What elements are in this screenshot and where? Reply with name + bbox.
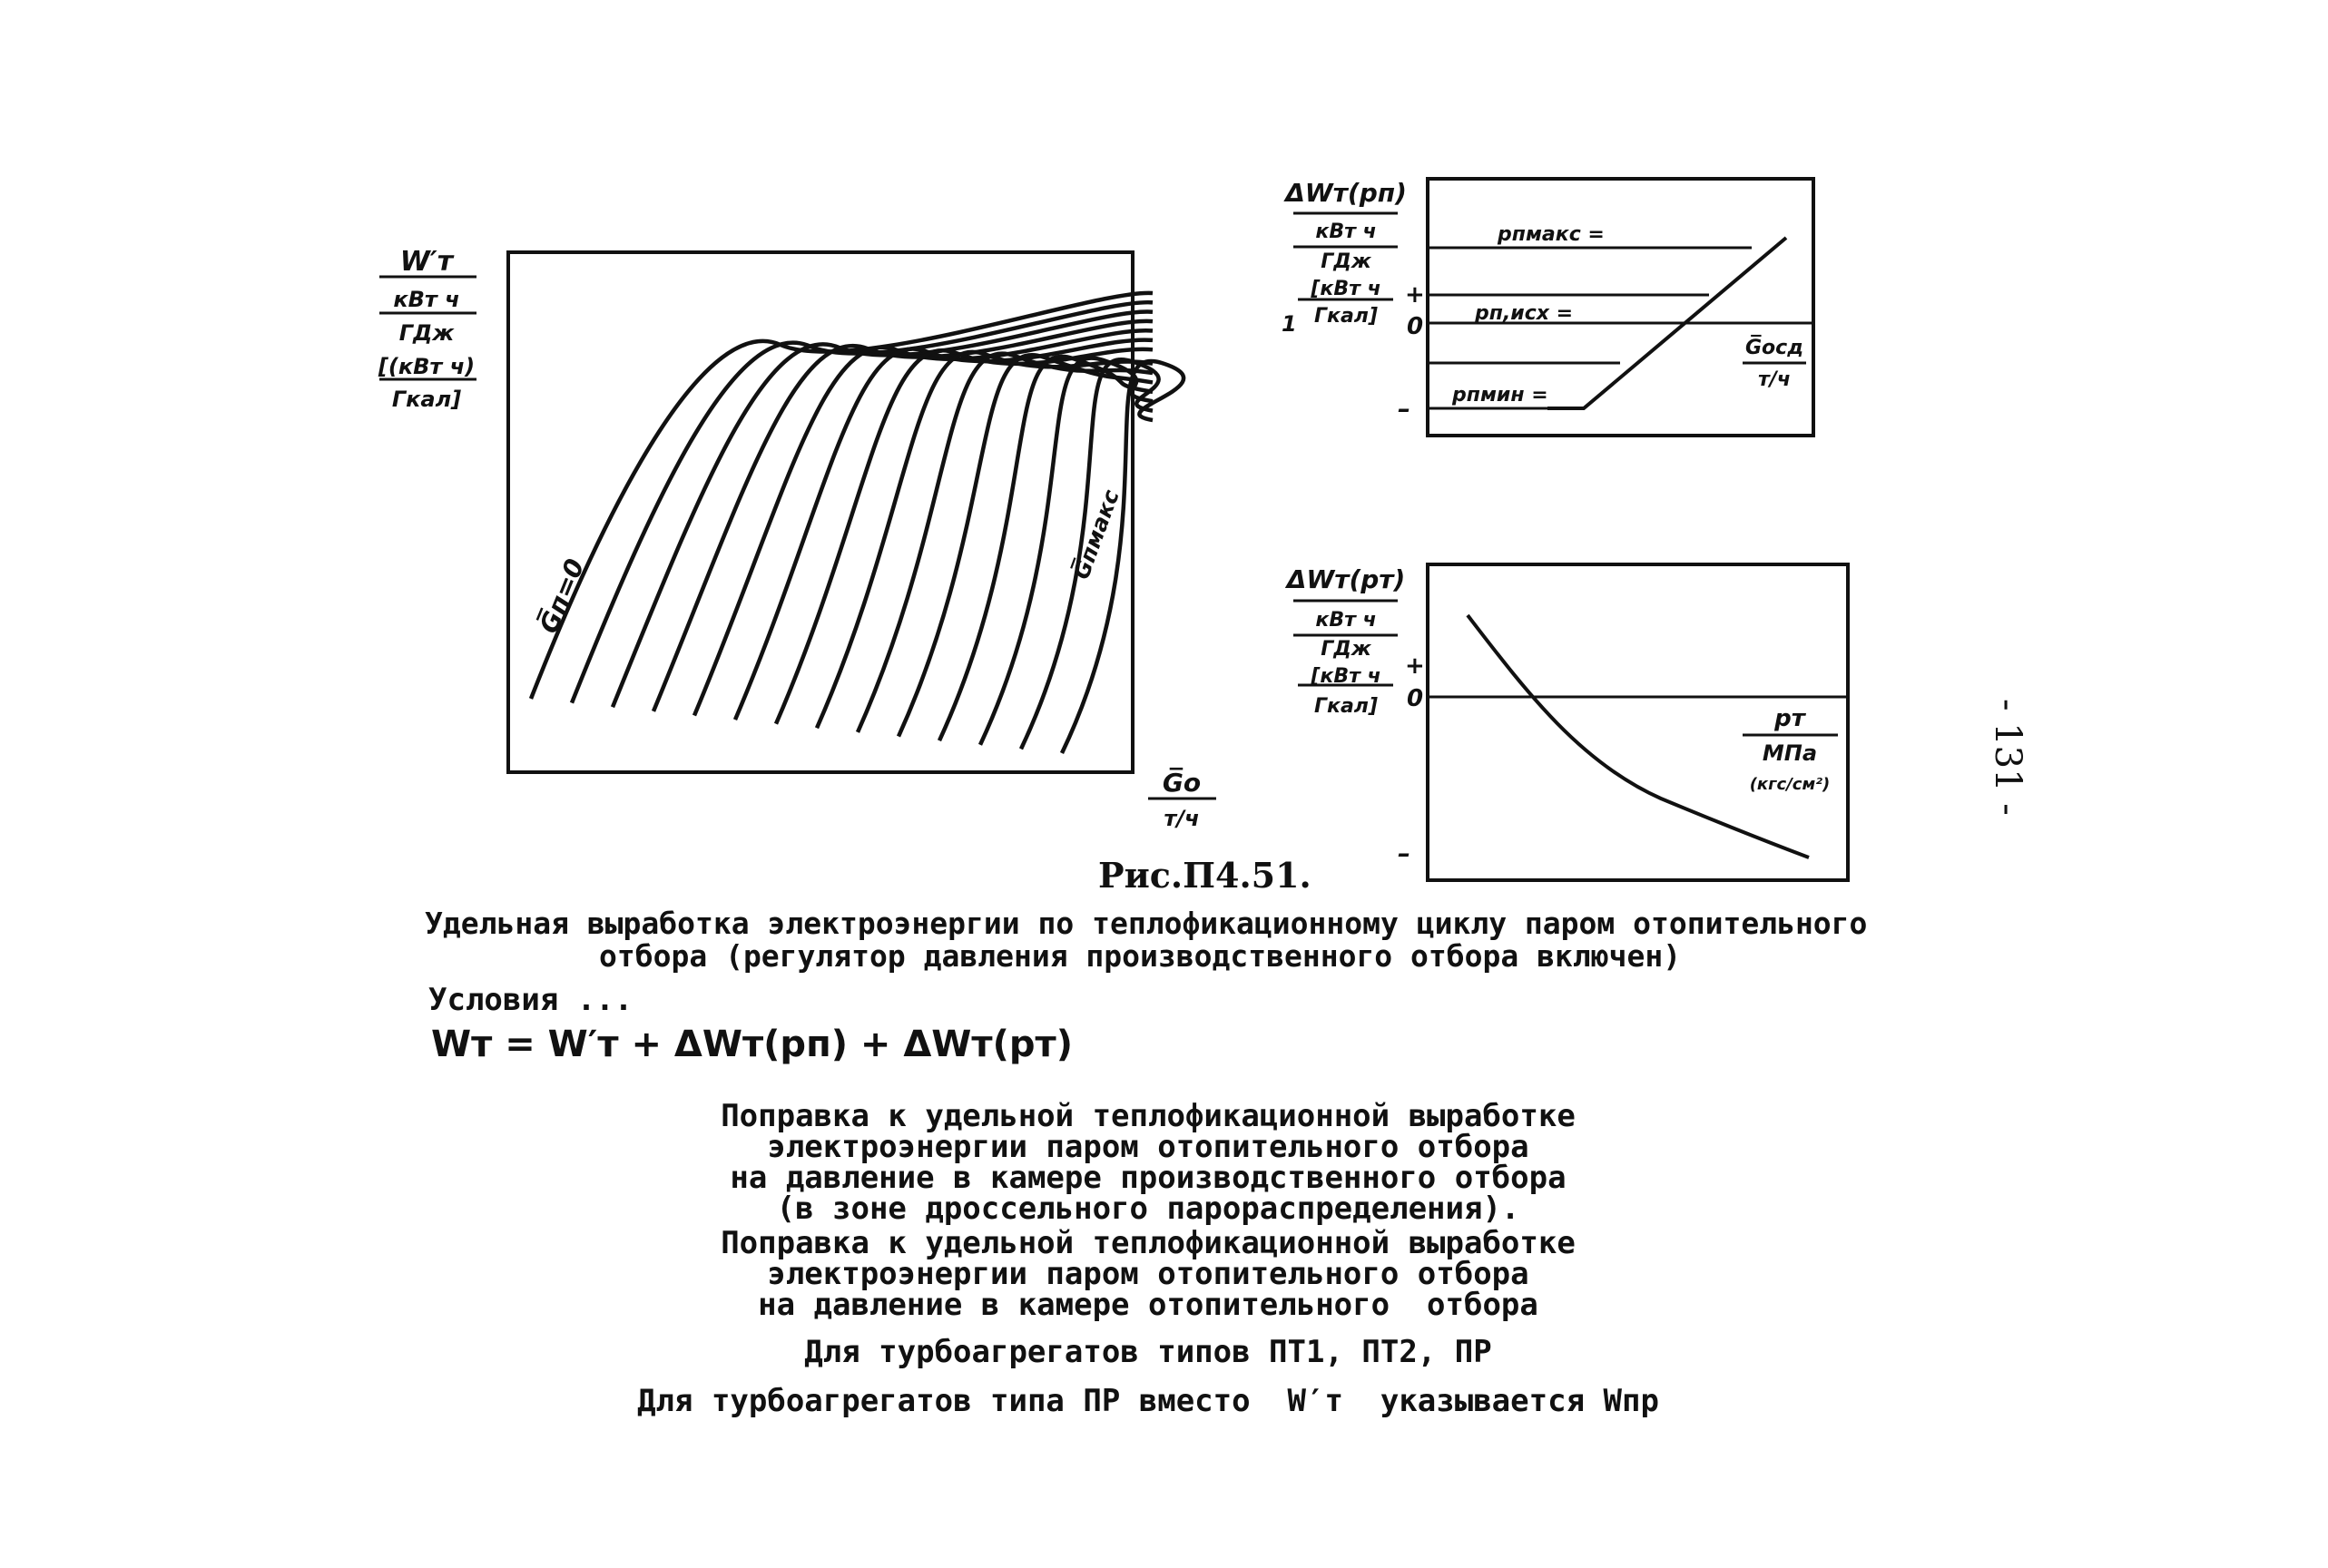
chart2-x-label-1: G̅осд — [1745, 337, 1803, 359]
chart1-y-label-4: [(кВт ч) — [378, 354, 476, 379]
page-number: - 131 - — [1987, 699, 2028, 816]
chart2-y-label-4: [кВт ч — [1311, 278, 1381, 300]
note2-line-2: электроэнергии паром отопительного отбора — [767, 1256, 1529, 1292]
chart3-x-label-1: pт — [1774, 705, 1805, 732]
chart1-y-label-3: ГДж — [398, 320, 455, 346]
chart1-y-label-5: Гкал] — [391, 387, 462, 412]
chart2-label-pisx: pп,исх = — [1475, 302, 1574, 325]
chart2-y-label-5: Гкал] — [1314, 305, 1378, 328]
caption-title-line-2: отбора (регулятор давления производственного отбора включен) — [599, 938, 1682, 974]
formula: Wт = W′т + ΔWт(pп) + ΔWт(pт) — [431, 1024, 1073, 1065]
chart1-x-label-2: т/ч — [1164, 806, 1200, 831]
types-line: Для турбоагрегатов типов ПТ1, ПТ2, ПР — [804, 1334, 1492, 1370]
note2-line-3: на давление в камере отопительного отбора — [758, 1287, 1538, 1323]
chart1-curve-label-last: G̅пмакс — [1068, 486, 1125, 583]
figure-label: Рис.П4.51. — [1098, 855, 1311, 896]
note1-line-3: на давление в камере производственного отбора — [730, 1160, 1567, 1196]
note1-line-2: электроэнергии паром отопительного отбора — [767, 1129, 1529, 1165]
chart2-y-label-2: кВт ч — [1315, 220, 1377, 243]
note1-line-1: Поправка к удельной теплофикационной выработке — [721, 1098, 1576, 1134]
chart2-plus: + — [1405, 281, 1425, 309]
chart2-x-label-2: т/ч — [1758, 368, 1791, 391]
chart1-y-label-1: W′т — [399, 246, 454, 278]
chart2-y-label-1: ΔWт(pп) — [1285, 178, 1407, 208]
chart1-curve-9 — [858, 354, 1153, 732]
chart1-y-label-2: кВт ч — [393, 287, 460, 312]
chart3-y-label-5: Гкал] — [1314, 695, 1378, 718]
conditions-text: Условия ... — [428, 982, 634, 1018]
chart3-x-label-2: МПа — [1762, 740, 1818, 766]
note1-line-4: (в зоне дроссельного парораспределения). — [776, 1191, 1520, 1227]
chart3-minus: – — [1398, 838, 1410, 868]
chart3-zero: 0 — [1407, 685, 1424, 712]
chart3-plus: + — [1405, 652, 1425, 680]
caption-title-line-1: Удельная выработка электроэнергии по теплофикационному циклу паром отопительного — [425, 906, 1868, 941]
chart2-one: 1 — [1282, 311, 1297, 337]
pr-line: Для турбоагрегатов типа ПР вместо W′т указывается Wпр — [637, 1383, 1659, 1419]
chart3-y-label-4: [кВт ч — [1311, 665, 1381, 688]
note2-line-1: Поправка к удельной теплофикационной выработке — [721, 1225, 1576, 1261]
chart2-zero: 0 — [1407, 313, 1424, 340]
chart2-y-label-3: ГДж — [1321, 250, 1371, 273]
chart3-y-label-3: ГДж — [1321, 638, 1371, 661]
chart2-label-pmin: pпмин = — [1452, 384, 1548, 407]
chart1-x-label-1: G̅о — [1162, 768, 1202, 798]
chart2-label-pmax: pпмакс = — [1498, 223, 1605, 246]
chart1-curve-label-first: G̅п=0 — [533, 554, 591, 638]
chart3-y-label-1: ΔWт(pт) — [1286, 564, 1406, 594]
chart2-minus: – — [1398, 394, 1410, 424]
chart1-curve-2 — [572, 302, 1153, 702]
chart3-y-label-2: кВт ч — [1315, 609, 1377, 632]
chart3-x-label-3: (кгс/см²) — [1749, 775, 1831, 794]
